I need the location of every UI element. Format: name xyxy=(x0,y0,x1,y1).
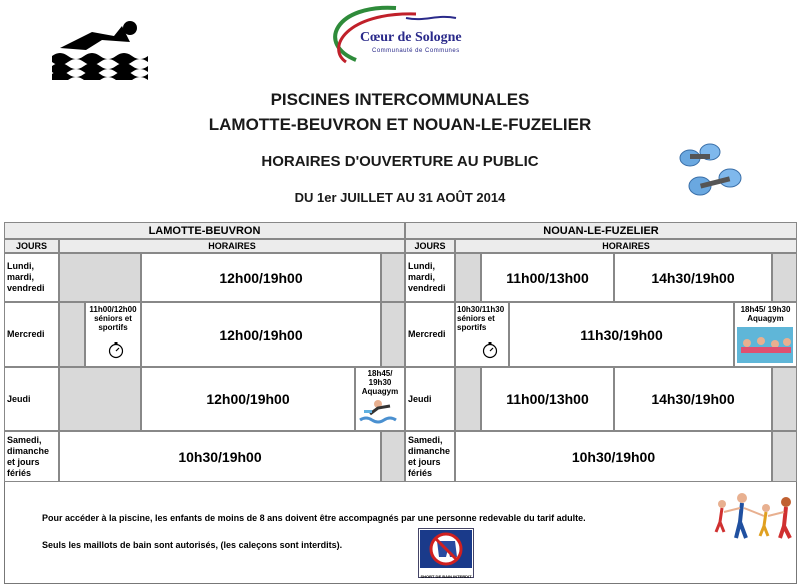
right-row1-hours-b: 14h30/19h00 xyxy=(614,253,772,302)
right-day-wed: Mercredi xyxy=(405,302,455,367)
left-row1-hours: 12h00/19h00 xyxy=(141,253,381,302)
left-row2-seniors-cell xyxy=(85,302,141,367)
left-row3-hours: 12h00/19h00 xyxy=(141,367,355,431)
right-row1-closed xyxy=(455,253,481,302)
right-days-header: JOURS xyxy=(405,239,455,253)
left-row2-closed-end xyxy=(381,302,405,367)
right-row4-closed-end xyxy=(772,431,797,482)
stopwatch-icon xyxy=(108,341,124,359)
left-row3-aquagym: 18h45/ 19h30 Aquagym xyxy=(361,369,399,396)
left-days-header: JOURS xyxy=(4,239,59,253)
title-line-1: PISCINES INTERCOMMUNALES xyxy=(270,90,530,109)
left-hours-header: HORAIRES xyxy=(59,239,405,253)
aquagym-swimmer-image xyxy=(358,394,402,428)
right-hours-header: HORAIRES xyxy=(455,239,797,253)
right-row2-seniors: 10h30/11h30 séniors et sportifs xyxy=(457,305,505,332)
right-row2-hours: 11h30/19h00 xyxy=(509,302,734,367)
left-row1-closed xyxy=(59,253,141,302)
left-day-thu: Jeudi xyxy=(4,367,59,431)
left-row3-aquagym-cell xyxy=(355,367,405,431)
left-row2-seniors: 11h00/12h00 séniors et sportifs xyxy=(89,305,137,332)
left-day-wed: Mercredi xyxy=(4,302,59,367)
aquagym-photo xyxy=(737,327,793,363)
right-row2-aquagym-cell xyxy=(734,302,797,367)
no-shorts-icon xyxy=(419,529,473,569)
left-row4-closed-end xyxy=(381,431,405,482)
right-pool-header: NOUAN-LE-FUZELIER xyxy=(405,222,797,239)
right-row3-hours-b: 14h30/19h00 xyxy=(614,367,772,431)
no-shorts-sign-text: SHORT DE BAIN INTERDIT xyxy=(420,574,472,579)
children-note: Pour accéder à la piscine, les enfants de moins de 8 ans doivent être accompagnés par une personne redevable du tarif adulte. xyxy=(42,513,586,523)
right-row1-closed-end xyxy=(772,253,797,302)
stopwatch-icon xyxy=(482,341,498,359)
no-shorts-sign xyxy=(418,528,474,578)
logo-text: Cœur de Sologne xyxy=(360,30,462,45)
right-row4-hours: 10h30/19h00 xyxy=(455,431,772,482)
right-day-weekend: Samedi, dimanche et jours fériés xyxy=(405,431,455,482)
left-row1-closed-end xyxy=(381,253,405,302)
left-day-weekend: Samedi, dimanche et jours fériés xyxy=(4,431,59,482)
right-row1-hours-a: 11h00/13h00 xyxy=(481,253,614,302)
left-day-mon-tue-fri: Lundi, mardi, vendredi xyxy=(4,253,59,302)
title-line-2: LAMOTTE-BEUVRON ET NOUAN-LE-FUZELIER xyxy=(208,115,592,134)
left-row3-closed xyxy=(59,367,141,431)
swimmer-icon xyxy=(52,18,152,80)
left-row2-closed xyxy=(59,302,85,367)
right-row3-closed xyxy=(455,367,481,431)
right-row2-seniors-cell xyxy=(455,302,509,367)
left-row2-hours: 12h00/19h00 xyxy=(141,302,381,367)
left-pool-header: LAMOTTE-BEUVRON xyxy=(4,222,405,239)
family-image xyxy=(712,492,798,540)
left-row4-hours: 10h30/19h00 xyxy=(59,431,381,482)
right-row2-aquagym: 18h45/ 19h30 Aquagym xyxy=(740,305,791,323)
right-row3-closed-end xyxy=(772,367,797,431)
right-day-thu: Jeudi xyxy=(405,367,455,431)
right-day-mon-tue-fri: Lundi, mardi, vendredi xyxy=(405,253,455,302)
subtitle: HORAIRES D'OUVERTURE AU PUBLIC xyxy=(261,153,539,170)
period: DU 1er JUILLET AU 31 AOÛT 2014 xyxy=(294,190,506,205)
right-row3-hours-a: 11h00/13h00 xyxy=(481,367,614,431)
logo-subtitle: Communauté de Communes xyxy=(372,48,460,54)
swimwear-note: Seuls les maillots de bain sont autorisés, (les caleçons sont interdits). xyxy=(42,540,343,550)
